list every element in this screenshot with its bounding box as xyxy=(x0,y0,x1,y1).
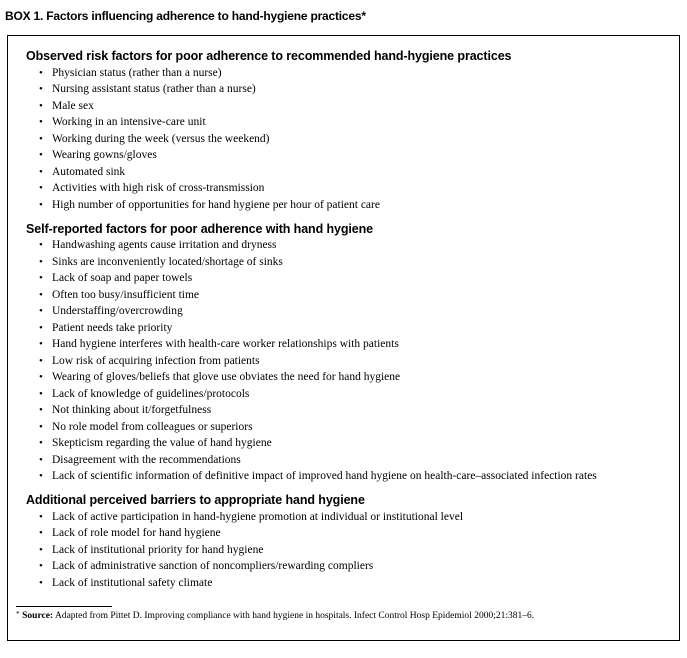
factor-list-item: • Activities with high risk of cross-transmission xyxy=(26,180,671,197)
factor-list-item: • Skepticism regarding the value of hand hygiene xyxy=(26,435,671,452)
factor-list-item: • Nursing assistant status (rather than a nurse) xyxy=(26,81,671,98)
factor-list-item: • Often too busy/insufficient time xyxy=(26,287,671,304)
factor-list-item: • Low risk of acquiring infection from patients xyxy=(26,353,671,370)
factor-list-item: • Lack of knowledge of guidelines/protocols xyxy=(26,386,671,403)
footnote xyxy=(16,610,671,622)
factor-list-item: • Physician status (rather than a nurse) xyxy=(26,65,671,82)
factor-list-item: • Lack of role model for hand hygiene xyxy=(26,525,671,542)
factor-section xyxy=(26,48,671,213)
factor-list-item: • Handwashing agents cause irritation and dryness xyxy=(26,237,671,254)
factor-list-item: • Lack of scientific information of definitive impact of improved hand hygiene on health-care–associated infection rates xyxy=(26,468,671,485)
factor-list-item: • Lack of active participation in hand-hygiene promotion at individual or institutional level xyxy=(26,509,671,526)
section-heading: Additional perceived barriers to appropriate hand hygiene xyxy=(26,493,365,507)
section-heading: Observed risk factors for poor adherence to recommended hand-hygiene practices xyxy=(26,49,512,63)
factor-list-item: • Wearing of gloves/beliefs that glove use obviates the need for hand hygiene xyxy=(26,369,671,386)
factors-box xyxy=(7,35,680,641)
factor-list-item: • Lack of institutional priority for hand hygiene xyxy=(26,542,671,559)
factor-list xyxy=(26,237,671,485)
factor-list-item: • Lack of soap and paper towels xyxy=(26,270,671,287)
footnote-rule xyxy=(16,606,112,607)
factor-list-item: • Lack of administrative sanction of noncompliers/rewarding compliers xyxy=(26,558,671,575)
footnote-area xyxy=(16,606,671,622)
factor-section xyxy=(26,221,671,485)
factor-list-item: • No role model from colleagues or superiors xyxy=(26,419,671,436)
factor-list-item: • Male sex xyxy=(26,98,671,115)
factor-list xyxy=(26,509,671,592)
factor-list-item: • Disagreement with the recommendations xyxy=(26,452,671,469)
footnote-source-label: Source: xyxy=(22,611,54,621)
section-heading: Self-reported factors for poor adherence with hand hygiene xyxy=(26,221,374,236)
footnote-marker: * xyxy=(16,608,20,618)
factor-list xyxy=(26,65,671,214)
factor-list-item: • High number of opportunities for hand hygiene per hour of patient care xyxy=(26,197,671,214)
factor-list-item: • Not thinking about it/forgetfulness xyxy=(26,402,671,419)
factor-section xyxy=(26,492,671,591)
sections-container xyxy=(26,48,671,591)
footnote-text: Adapted from Pittet D. Improving compliance with hand hygiene in hospitals. Infect Control Hosp Epidemiol 2000;21:381–6. xyxy=(54,611,535,621)
box-title: BOX 1. Factors influencing adherence to hand-hygiene practices* xyxy=(5,9,366,23)
factor-list-item: • Working during the week (versus the weekend) xyxy=(26,131,671,148)
factor-list-item: • Automated sink xyxy=(26,164,671,181)
factor-list-item: • Patient needs take priority xyxy=(26,320,671,337)
factor-list-item: • Sinks are inconveniently located/shortage of sinks xyxy=(26,254,671,271)
factor-list-item: • Lack of institutional safety climate xyxy=(26,575,671,592)
factor-list-item: • Working in an intensive-care unit xyxy=(26,114,671,131)
factor-list-item: • Wearing gowns/gloves xyxy=(26,147,671,164)
factor-list-item: • Hand hygiene interferes with health-care worker relationships with patients xyxy=(26,336,671,353)
factor-list-item: • Understaffing/overcrowding xyxy=(26,303,671,320)
